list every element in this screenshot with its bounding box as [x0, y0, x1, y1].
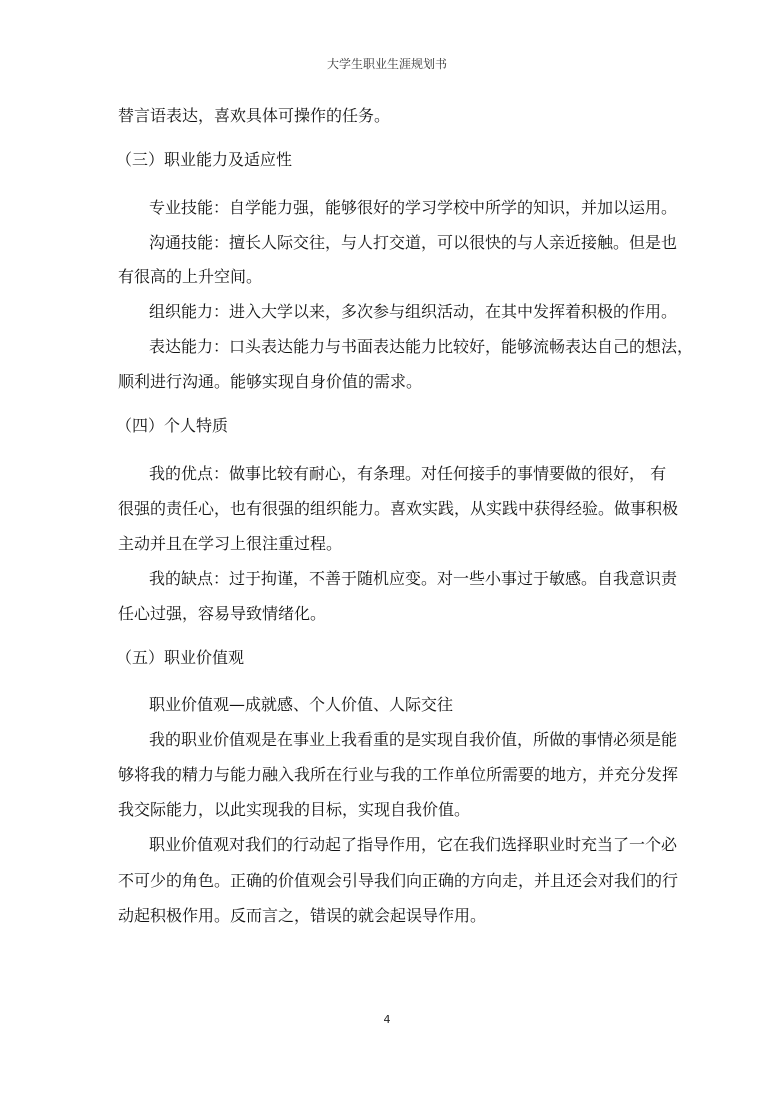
paragraph-line: 我交际能力，以此实现我的目标，实现自我价值。 — [118, 800, 471, 819]
paragraph-line: 动起积极作用。反而言之，错误的就会起误导作用。 — [118, 906, 487, 925]
paragraph-line: 任心过强，容易导致情绪化。 — [118, 604, 327, 623]
section-heading-4: （四）个人特质 — [116, 416, 229, 435]
running-header: 大学生职业生涯规划书 — [326, 57, 447, 71]
paragraph-line: 沟通技能：擅长人际交往，与人打交道，可以很快的与人亲近接触。但是也 — [149, 233, 678, 252]
paragraph-line: 替言语表达，喜欢具体可操作的任务。 — [118, 106, 391, 125]
paragraph-line: 很强的责任心，也有很强的组织能力。喜欢实践，从实践中获得经验。做事积极 — [118, 499, 679, 518]
section-heading-5: （五）职业价值观 — [116, 648, 245, 667]
section-heading-3: （三）职业能力及适应性 — [116, 150, 293, 169]
paragraph-line: 我的缺点：过于拘谨，不善于随机应变。对一些小事过于敏感。自我意识责 — [149, 569, 678, 588]
paragraph-line: 组织能力：进入大学以来，多次参与组织活动，在其中发挥着积极的作用。 — [149, 302, 678, 321]
paragraph-line: 顺利进行沟通。能够实现自身价值的需求。 — [118, 372, 423, 391]
paragraph-line: 职业价值观—成就感、个人价值、人际交往 — [149, 695, 454, 714]
paragraph-line: 不可少的角色。正确的价值观会引导我们向正确的方向走，并且还会对我们的行 — [118, 871, 679, 890]
paragraph-line: 表达能力：口头表达能力与书面表达能力比较好，能够流畅表达自己的想法， — [149, 337, 694, 356]
paragraph-line: 够将我的精力与能力融入我所在行业与我的工作单位所需要的地方，并充分发挥 — [118, 765, 679, 784]
paragraph-line: 有很高的上升空间。 — [118, 267, 263, 286]
paragraph-line: 专业技能：自学能力强，能够很好的学习学校中所学的知识，并加以运用。 — [149, 198, 678, 217]
page-number: 4 — [383, 1013, 391, 1026]
paragraph-line: 主动并且在学习上很注重过程。 — [118, 534, 343, 553]
paragraph-line: 我的优点：做事比较有耐心，有条理。对任何接手的事情要做的很好， 有 — [149, 464, 667, 483]
paragraph-line: 职业价值观对我们的行动起了指导作用，它在我们选择职业时充当了一个必 — [149, 835, 678, 854]
paragraph-line: 我的职业价值观是在事业上我看重的是实现自我价值，所做的事情必须是能 — [149, 730, 678, 749]
